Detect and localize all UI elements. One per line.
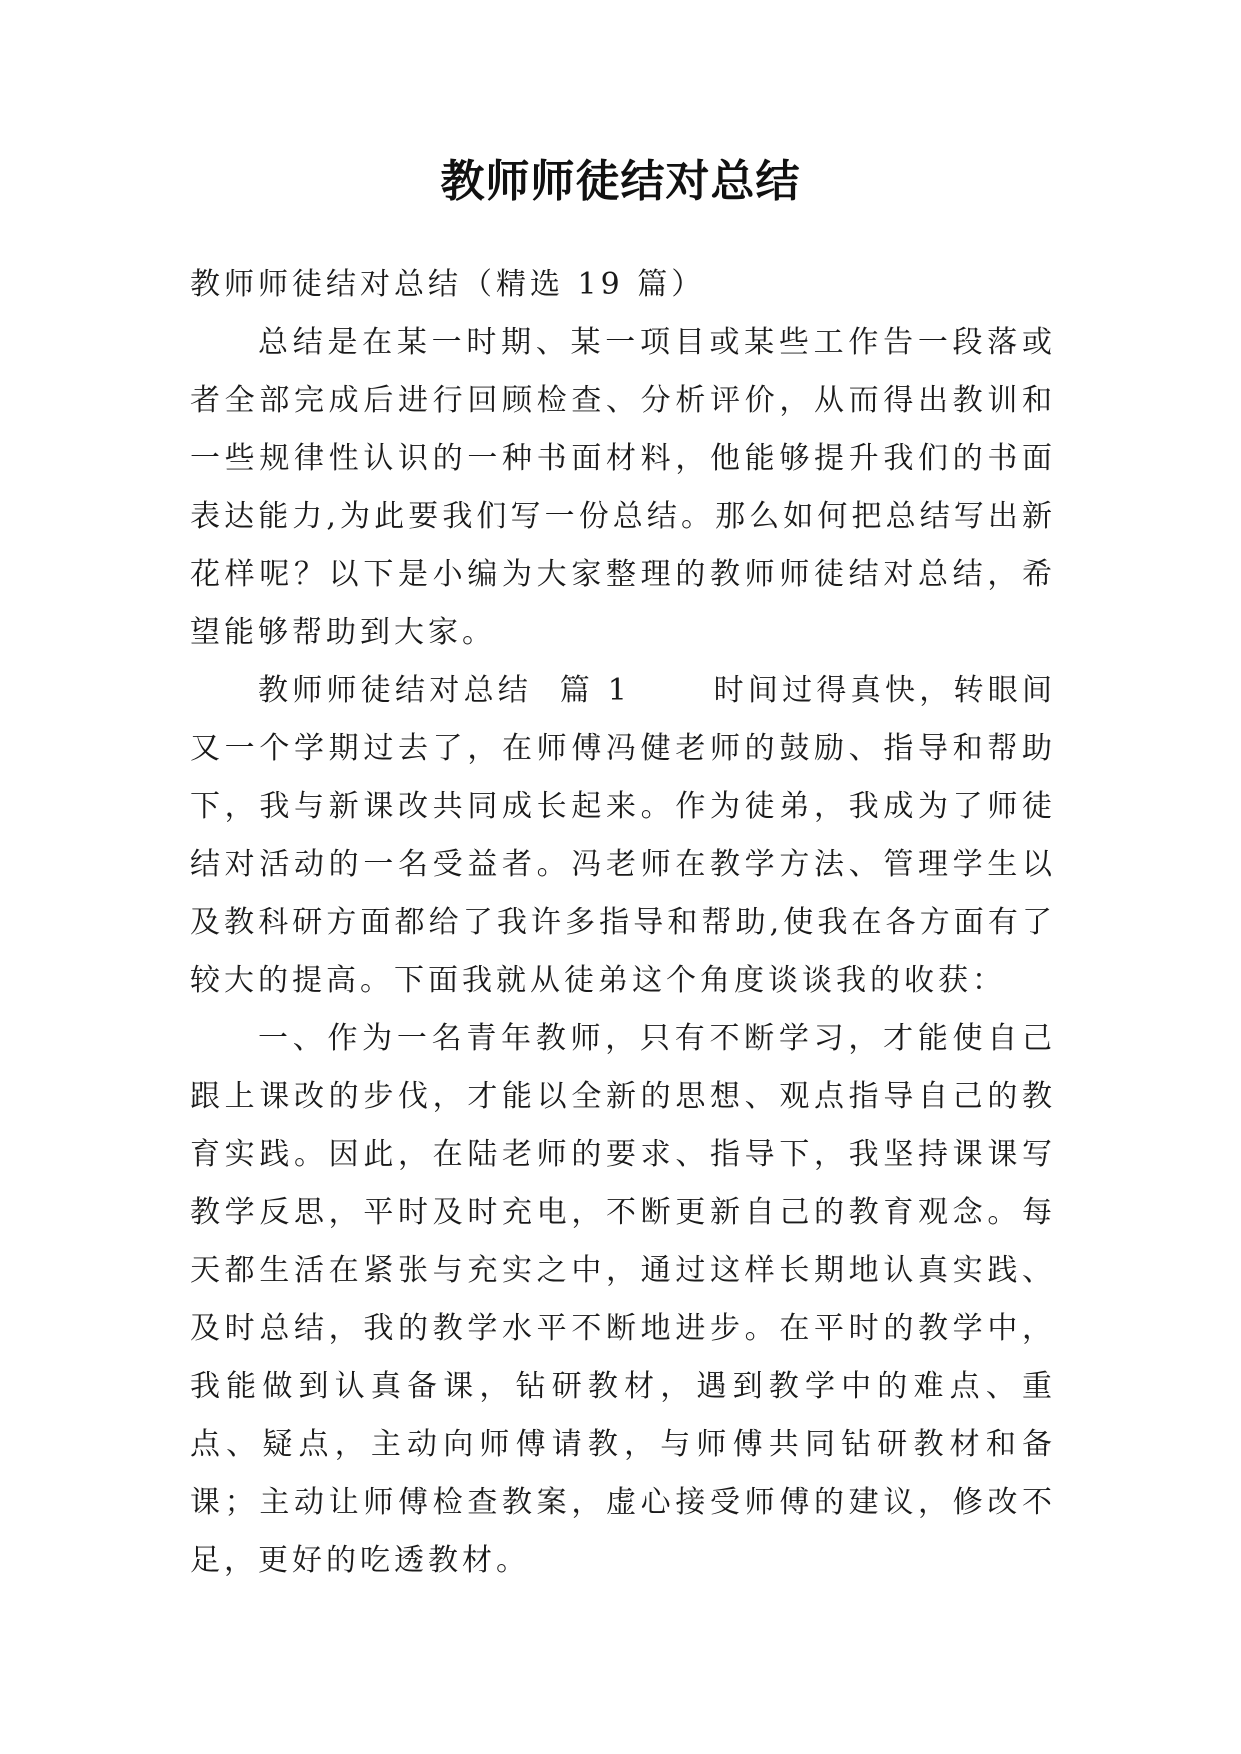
paragraph-article-1: 教师师徒结对总结 篇 1 时间过得真快，转眼间又一个学期过去了，在师傅冯健老师的鼓励、指导和帮助下，我与新课改共同成长起来。作为徒弟，我成为了师徒结对活动的一名受益者。冯老师在教学方法、管理学生以及教科研方面都给了我许多指导和帮助,使我在各方面有了较大的提高。下面我就从徒弟这个角度谈谈我的收获：	[190, 673, 1056, 998]
paragraph-intro: 总结是在某一时期、某一项目或某些工作告一段落或者全部完成后进行回顾检查、分析评价，从而得出教训和一些规律性认识的一种书面材料，他能够提升我们的书面表达能力,为此要我们写一份总结。那么如何把总结写出新花样呢？以下是小编为大家整理的教师师徒结对总结，希望能够帮助到大家。	[190, 325, 1056, 650]
document-subtitle: 教师师徒结对总结（精选 19 篇）	[190, 267, 706, 302]
document-body	[190, 256, 1056, 1590]
document-title: 教师师徒结对总结	[440, 156, 801, 207]
paragraph-point-1: 一、作为一名青年教师，只有不断学习，才能使自己跟上课改的步伐，才能以全新的思想、观点指导自己的教育实践。因此，在陆老师的要求、指导下，我坚持课课写教学反思，平时及时充电，不断更新自己的教育观念。每天都生活在紧张与充实之中，通过这样长期地认真实践、及时总结，我的教学水平不断地进步。在平时的教学中，我能做到认真备课，钻研教材，遇到教学中的难点、重点、疑点，主动向师傅请教，与师傅共同钻研教材和备课；主动让师傅检查教案，虚心接受师傅的建议，修改不足，更好的吃透教材。	[190, 1021, 1056, 1578]
